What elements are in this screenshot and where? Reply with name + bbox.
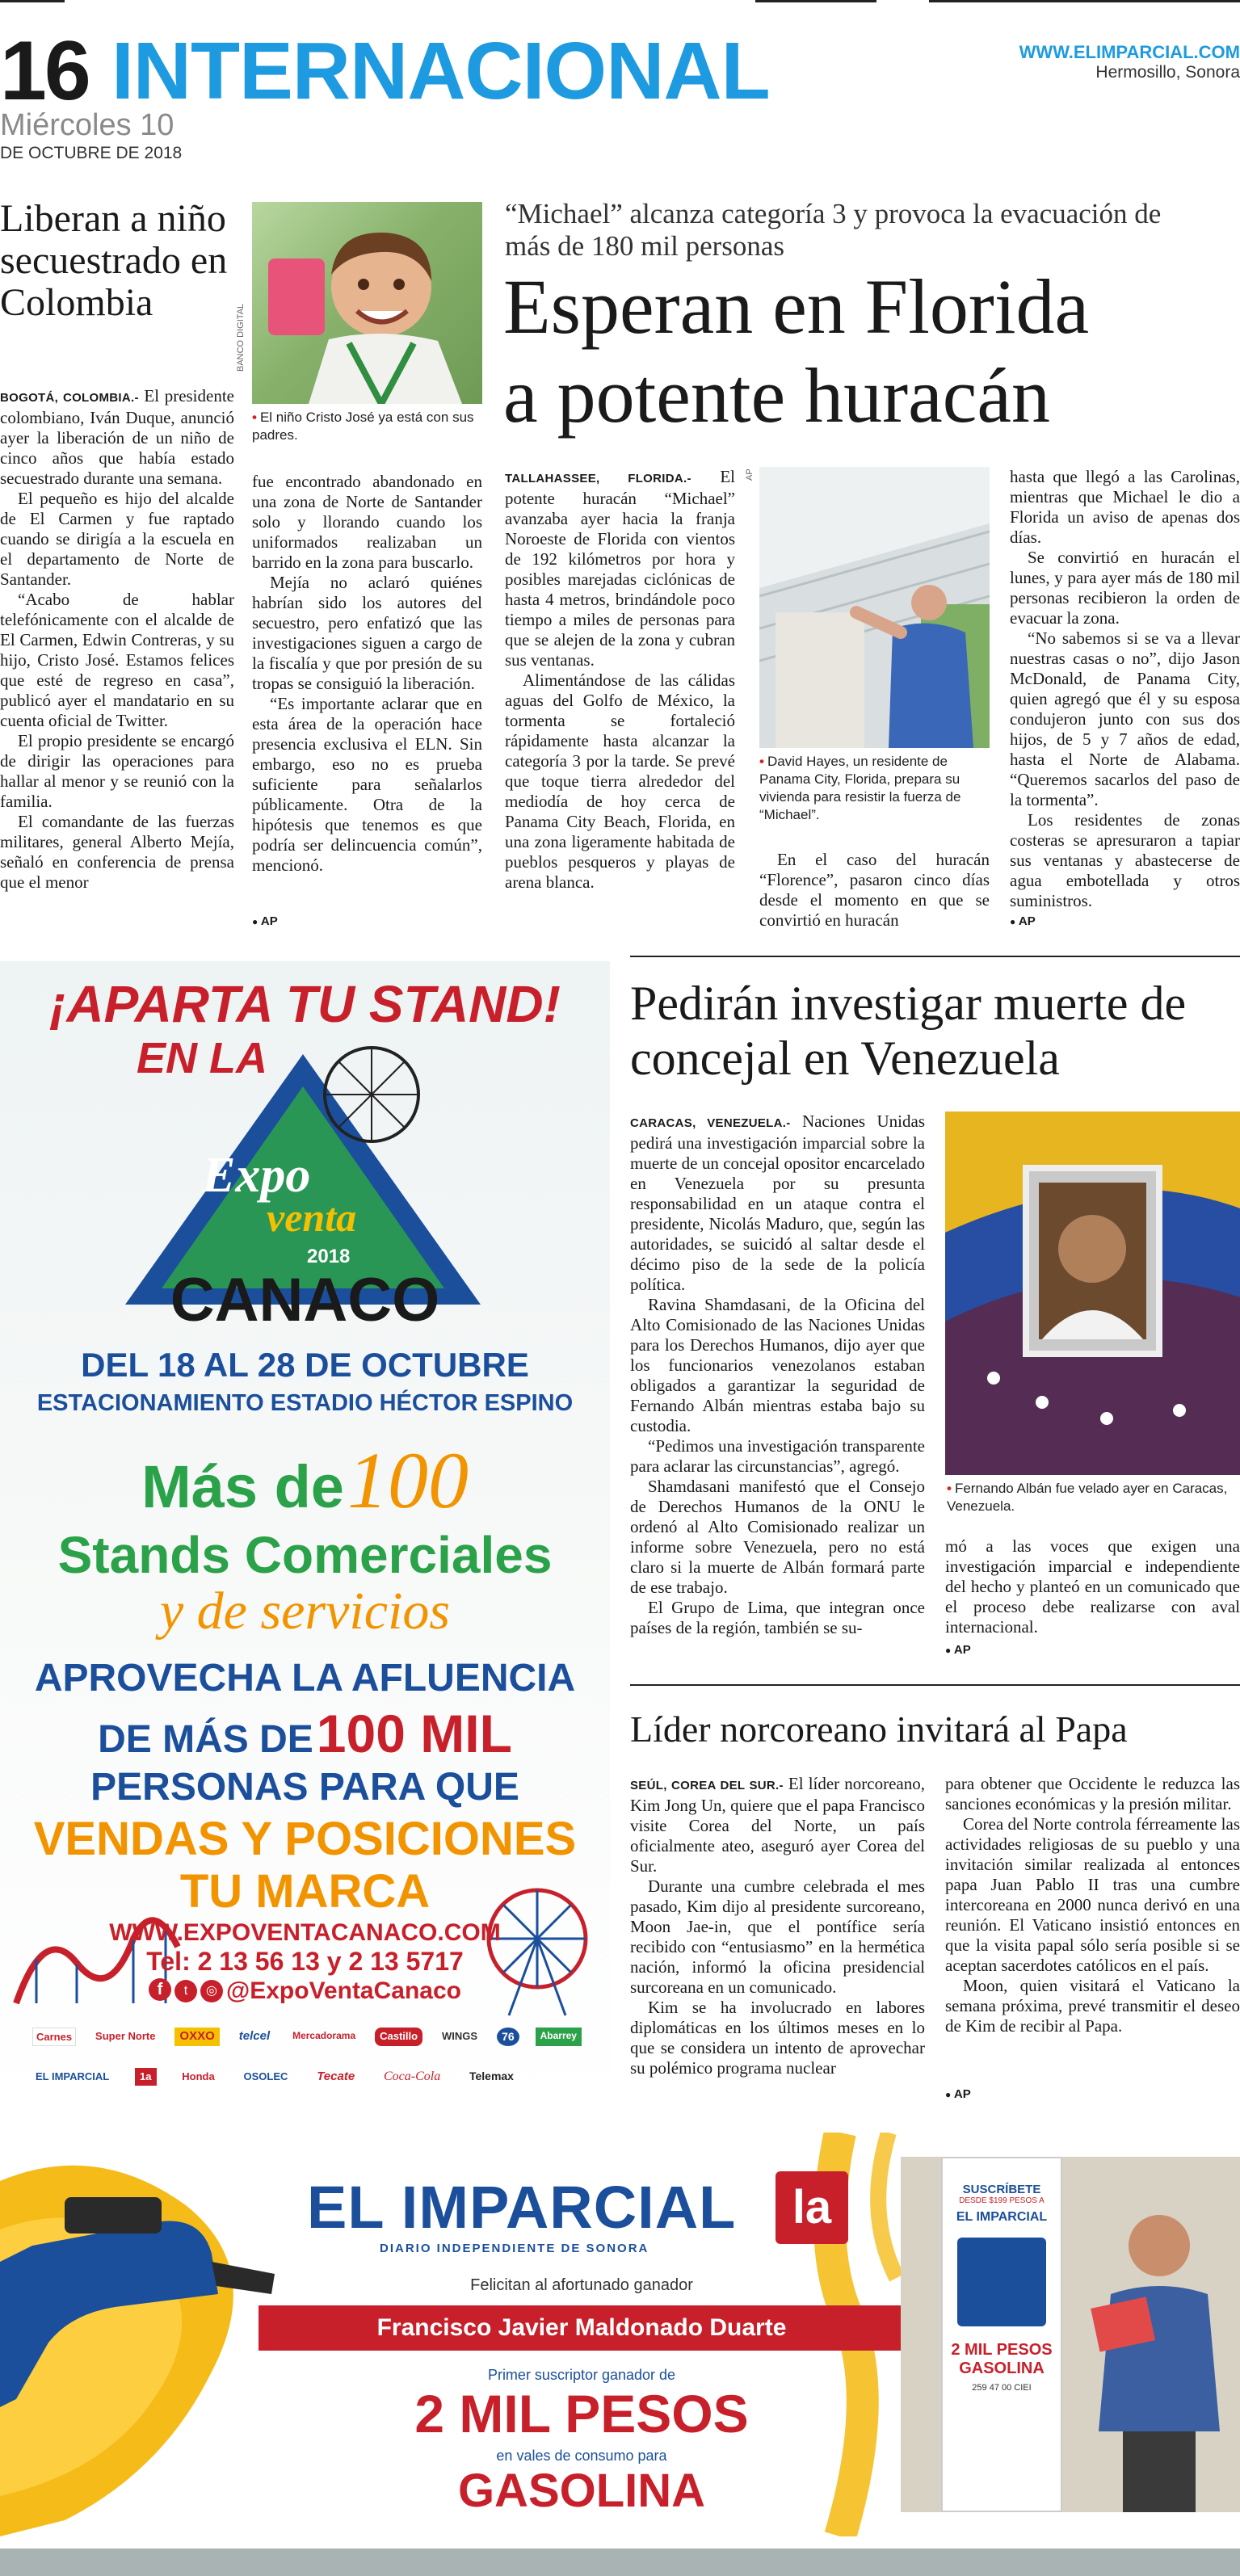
korea-column-2: para obtener que Occidente le reduzca las sanciones económicas y la presión militar. Corea del Norte controla férreamente las actividades religiosas de su pueblo y una invitación similar realizada al entonces papa Juan Pablo II tras una cumbre intercoreana en 2000 nunca derivó en una reunión. El Vaticano insistió entonces en que la visita papal sólo sería posible si se aceptan sacerdotes católicos en el país. Moon, quien visitará el Vaticano la semana próxima, prevé transmitir el deseo de Kim de recibir al Papa. [945, 1774, 1240, 2036]
ad-congrats: Felicitan al afortunado ganador [470, 2276, 693, 2294]
venezuela-column-1: CARACAS, VENEZUELA.- Naciones Unidas pedirá una investigación imparcial sobre la muerte de un concejal opositor encarcelado en Venezuela por su presunta responsabilidad en un ataque contra el presidente, Nicolás Maduro, que, según las autoridades, se suicidó al saltar desde el décimo piso de la sede de la policía política. Ravina Shamdasani, de la Oficina del Alto Comisionado de las Naciones Unidas para los Derechos Humanos, dijo ayer que los funcionarios venezolanos estaban obligados a garantizar la seguridad de Fernando Albán mientras estaba bajo su custodia. “Pedimos una investigación transparente para aclarar las circunstancias”, agregó. Shamdasani manifestó que el Consejo de Derechos Humanos de la ONU le ordenó al Alto Comisionado realizar un informe sobre Venezuela, pero no está claro si la muerte de Albán formará parte de ese trabajo. El Grupo de Lima, que integran once países de la región, también se su- [630, 1112, 925, 1637]
ad-prize-sub: en vales de consumo para [496, 2448, 667, 2464]
sponsor-logo: EL IMPARCIAL [36, 2070, 110, 2082]
winner-man-illustration [1078, 2189, 1240, 2512]
ad-prize: 2 MIL PESOS [414, 2384, 749, 2444]
ad-stands-3: y de servicios [159, 1582, 451, 1641]
sponsor-logo: Castillo [375, 2028, 422, 2046]
florida-dateline: TALLAHASSEE, FLORIDA.- [505, 472, 691, 485]
page-number: 16 [0, 24, 89, 118]
expo-logo-text-2: venta [267, 1195, 357, 1240]
top-rule-left [0, 0, 65, 2]
top-rule-mid [755, 0, 876, 2]
venezuela-credit: ● AP [945, 1643, 971, 1657]
ad-phone: Tel: 2 13 56 13 y 2 13 5717 [146, 1947, 464, 1976]
ad-dates: DEL 18 AL 28 DE OCTUBRE [81, 1346, 529, 1384]
expo-logo-canaco: CANACO [170, 1266, 440, 1334]
ad-gasoline: GASOLINA [457, 2465, 706, 2517]
colombia-column-2: fue encontrado abandonado en una zona de Norte de Santander solo y llorando cuando los uniformados realizaban un barrido en la zona para buscarlo. Mejía no aclaró quiénes habrían sido los autores del secuestro, pero enfatizó que las investigaciones siguen a cargo de la fiscalía y que por presión de su tropas se consiguió la liberación. “Es importante aclarar que en esta área de la operación hace presencia exclusiva el ELN. Sin embargo, eso no es prueba suficiente para señalarlos públicamente. Otra de la hipótesis que tenemos es que podría ser delincuencia común”, mencionó. [252, 472, 482, 875]
imparcial-brand: EL IMPARCIAL [307, 2174, 737, 2241]
colombia-caption: • El niño Cristo José ya está con sus padres. [252, 410, 474, 443]
ad-promo-3: PERSONAS PARA QUE [90, 1766, 519, 1809]
sponsor-logos-row-2 [32, 2068, 517, 2086]
sponsor-logo: Tecate [317, 2070, 355, 2083]
colombia-headline: Liberan a niño secuestrado en Colombia [0, 197, 228, 324]
ad-promo-2: DE MÁS DE 100 MIL [98, 1704, 512, 1763]
ad-stands-2: Stands Comerciales [57, 1526, 553, 1584]
sponsor-logo: WINGS [442, 2030, 478, 2042]
winner-photo [901, 2157, 1240, 2512]
colombia-photo [252, 202, 482, 404]
venezuela-headline: Pedirán investigar muerte de concejal en Venezuela [630, 977, 1187, 1085]
child-portrait-illustration [252, 202, 482, 404]
ad-promo-5: TU MARCA [179, 1865, 431, 1918]
ad-promo-4: VENDAS Y POSICIONES [33, 1813, 577, 1865]
caption-bullet-icon: • [947, 1481, 952, 1496]
korea-headline: Líder norcoreano invitará al Papa [630, 1708, 1128, 1750]
venezuela-dateline: CARACAS, VENEZUELA.- [630, 1116, 791, 1130]
colombia-credit: ● AP [252, 914, 278, 928]
florida-caption: • David Hayes, un residente de Panama City, Florida, prepara su vivienda para resistir la fuerza de “Michael”. [759, 754, 961, 822]
ad-stands-line: Más de 100 [141, 1435, 469, 1525]
website-link[interactable]: WWW.ELIMPARCIAL.COM [1019, 42, 1240, 62]
flag-and-portrait-illustration [945, 1112, 1240, 1475]
sponsor-logo: telcel [238, 2029, 271, 2043]
ad-first-sub: Primer suscriptor ganador de [487, 2367, 676, 2383]
venezuela-caption: • Fernando Albán fue velado ayer en Caracas, Venezuela. [947, 1481, 1228, 1514]
florida-headline-2: a potente huracán [503, 352, 1050, 439]
florida-photo [759, 467, 990, 748]
ad-en-la: EN LA [137, 1034, 267, 1082]
ad-website[interactable]: WWW.EXPOVENTACANACO.COM [109, 1919, 501, 1946]
house-boarding-illustration [759, 467, 990, 748]
ad-social: f t ◎ @ExpoVentaCanaco [0, 1977, 610, 2005]
korea-column-1: SEÚL, COREA DEL SUR.- El líder norcoreano, Kim Jong Un, quiere que el papa Francisco visite Corea del Norte, un país oficialmente ateo, aseguró ayer Corea del Sur. Durante una cumbre celebrada el mes pasado, Kim dijo al presidente surcoreano, Moon Jae-in, que el pontífice sería recibido con “entusiasmo” en la hermética nación, informó la oficina presidencial surcoreana en un comunicado. Kim se ha involucrado en labores diplomáticas en los últimos meses en lo que se considera un intento de aprovechar su polémico programa nuclear [630, 1774, 925, 2078]
page-footer-strip [0, 2549, 1240, 2576]
issue-date: DE OCTUBRE DE 2018 [0, 144, 183, 162]
sponsor-logo: 1a [135, 2068, 156, 2086]
sponsor-logo: Mercadorama [292, 2030, 356, 2041]
ad-venue: ESTACIONAMIENTO ESTADIO HÉCTOR ESPINO [36, 1390, 574, 1416]
sponsor-logo: Coca-Cola [383, 2070, 441, 2083]
imparcial-logo-badge: la [776, 2171, 848, 2244]
subscribe-banner: SUSCRÍBETE DESDE $199 PESOS A EL IMPARCIAL 2 MIL PESOS GASOLINA 259 47 00 CIEI [941, 2157, 1062, 2512]
colombia-dateline: BOGOTÁ, COLOMBIA.- [0, 391, 139, 405]
florida-column-2: En el caso del huracán “Florence”, pasaron cinco días desde el momento en que se convirtió en huracán [759, 850, 990, 930]
venezuela-photo [945, 1112, 1240, 1475]
ad-promo-1: APROVECHA LA AFLUENCIA [34, 1657, 576, 1700]
sponsor-logos-row-1 [32, 2028, 582, 2046]
sponsor-logo: OSOLEC [243, 2070, 288, 2082]
venezuela-column-2: mó a las voces que exigen una investigación imparcial e independiente del hecho y planteó en un comunicado que el proceso debe realizarse con aval internacional. [945, 1536, 1240, 1637]
colombia-photo-credit: BANCO DIGITAL [236, 303, 246, 372]
florida-credit: ● AP [1010, 914, 1036, 928]
florida-photo-credit: AP [745, 469, 755, 481]
sponsor-logo: OXXO [174, 2028, 219, 2046]
section-divider-bottom [630, 1684, 1240, 1686]
colombia-column-1: BOGOTÁ, COLOMBIA.- El presidente colombiano, Iván Duque, anunció ayer la liberación de un niño de cinco años que había estado secuestrado durante una semana. El pequeño es hijo del alcalde de El Carmen y fue raptado cuando se dirigía a la escuela en el departamento de Norte de Santander. “Acabo de hablar telefónicamente con el alcalde de El Carmen, Edwin Contreras, y su hijo, Cristo José. Estamos felices que esté de regreso en casa”, publicó ayer el mandatario en su cuenta oficial de Twitter. El propio presidente se encargó de dirigir las operaciones para hallar al menor y se reunió con la familia. El comandante de las fuerzas militares, general Alberto Mejía, señaló en conferencia de prensa que el menor [0, 386, 234, 892]
korea-dateline: SEÚL, COREA DEL SUR.- [630, 1779, 784, 1792]
section-divider-top [630, 956, 1240, 957]
twitter-icon[interactable]: t [174, 1980, 197, 2002]
imparcial-brand-sub: DIARIO INDEPENDIENTE DE SONORA [380, 2242, 649, 2255]
sponsor-logo: Honda [182, 2070, 215, 2082]
city-label: Hermosillo, Sonora [1095, 63, 1240, 82]
sponsor-logo: Carnes [32, 2028, 76, 2046]
korea-credit: ● AP [945, 2087, 971, 2101]
sponsor-logo: Telemax [469, 2070, 514, 2082]
ad-headline: ¡APARTA TU STAND! [49, 975, 561, 1033]
sponsor-logo: 76 [497, 2028, 519, 2046]
florida-column-3: hasta que llegó a las Carolinas, mientras que Michael le dio a Florida un aviso de apenas dos días. Se convirtió en huracán el lunes, y para ayer más de 180 mil personas recibieron la orden de evacuar la zona. “No sabemos si se va a llevar nuestras casas o no”, dijo Jason McDonald, de Panama City, quien agregó que él y su esposa condujeron junto con sus dos hijos, de 5 y 7 años de edad, hasta el Norte de Alabama. “Queremos sacarlos del paso de la tormenta”. Los residentes de zonas costeras se apresuraron a tapiar sus ventanas y abastecerse de agua embotellada y otros suministros. [1010, 467, 1240, 910]
instagram-icon[interactable]: ◎ [200, 1980, 223, 2002]
sponsor-logo: Abarrey [536, 2028, 582, 2046]
facebook-icon[interactable]: f [149, 1978, 171, 2001]
imparcial-gasoline-ad[interactable] [0, 2133, 1240, 2536]
top-rule-right [929, 0, 1240, 2]
ad-winner-banner: Francisco Javier Maldonado Duarte [259, 2305, 905, 2351]
masthead [0, 0, 1240, 174]
florida-kicker: “Michael” alcanza categoría 3 y provoca la evacuación de más de 180 mil personas [505, 198, 1162, 262]
sponsor-logo: Super Norte [95, 2030, 156, 2042]
caption-bullet-icon: • [252, 410, 257, 425]
expo-logo-year: 2018 [307, 1246, 351, 1267]
section-title: INTERNACIONAL [111, 26, 770, 116]
expo-logo-text-1: Expo [202, 1148, 311, 1203]
caption-bullet-icon: • [759, 754, 764, 769]
florida-headline-1: Esperan en Florida [503, 263, 1090, 350]
florida-column-1: TALLAHASSEE, FLORIDA.- El potente huracán “Michael” avanzaba ayer hacia la franja Noroeste de Florida con vientos de 192 kilómetros por hora y posibles marejadas ciclónicas de hasta 4 metros, brindándole poco tiempo a miles de personas para que se alejen de la zona y cubran sus ventanas. Alimentándose de las cálidas aguas del Golfo de México, la tormenta se fortaleció rápidamente hasta alcanzar la categoría 3 por la tarde. Se prevé que toque tierra alrededor del mediodía de hoy cerca de Panama City Beach, Florida, en una zona ligeramente habitada de pueblos pesqueros y playas de arena blanca. [505, 467, 735, 892]
expo-venta-ad[interactable] [0, 961, 610, 2112]
issue-weekday: Miércoles 10 [0, 108, 174, 142]
